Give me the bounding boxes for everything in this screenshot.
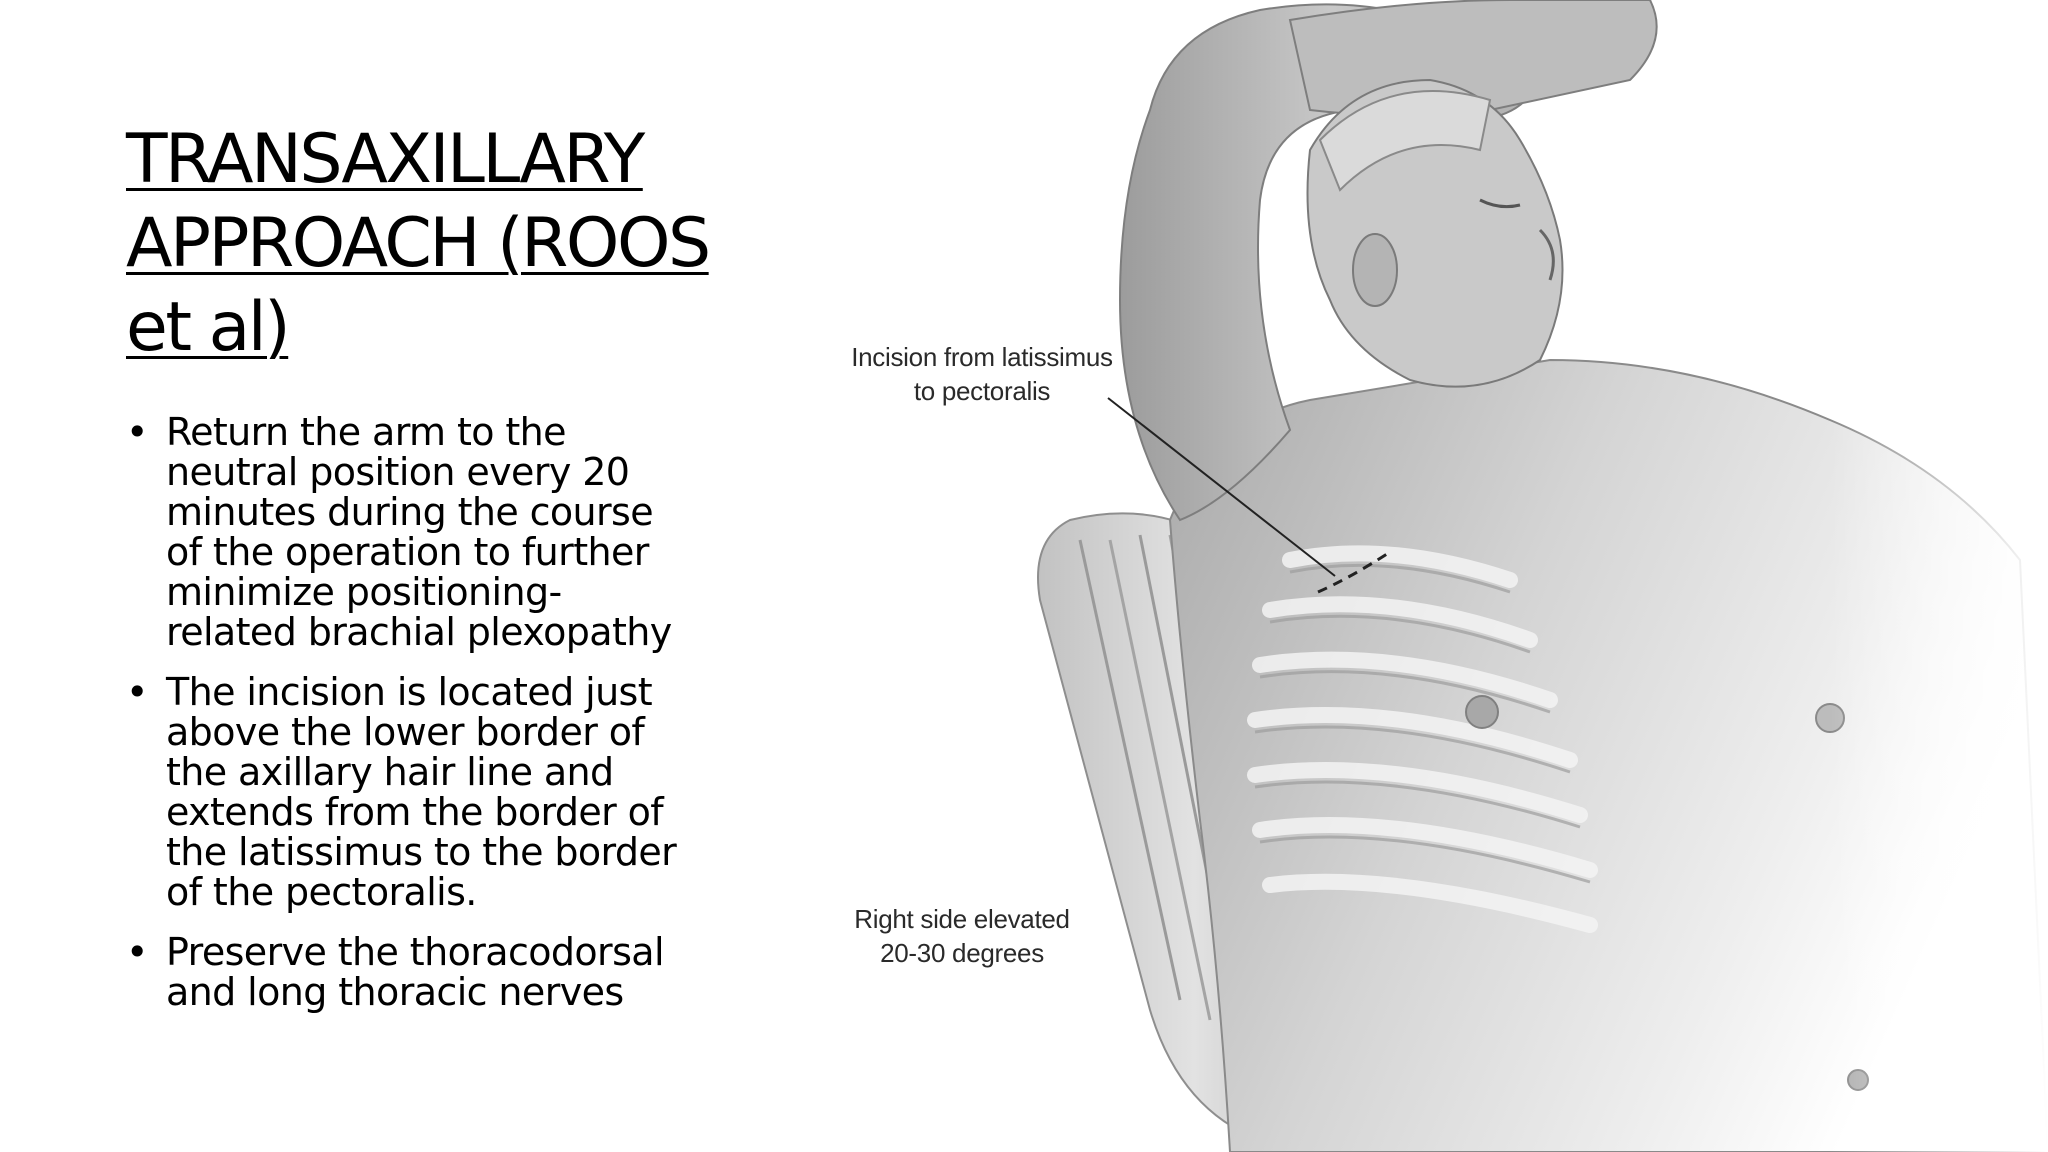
head bbox=[1308, 80, 1563, 387]
bullet-list bbox=[126, 412, 726, 1032]
bullet-line: related brachial plexopathy bbox=[166, 610, 672, 654]
bullet-line: neutral position every 20 bbox=[166, 450, 630, 494]
title-line: TRANSAXILLARY bbox=[126, 120, 643, 199]
callout-line: Right side elevated bbox=[854, 904, 1070, 934]
title-line: APPROACH (ROOS bbox=[126, 204, 709, 283]
bullet-line: of the pectoralis. bbox=[166, 870, 477, 914]
bullet-line: the axillary hair line and bbox=[166, 750, 614, 794]
bullet-dot: • bbox=[126, 930, 148, 974]
elevation-callout bbox=[812, 902, 1112, 970]
title-line: et al) bbox=[126, 288, 289, 367]
bullet-line: of the operation to further bbox=[166, 530, 649, 574]
bullet-line: Preserve the thoracodorsal bbox=[166, 930, 664, 974]
bullet-item bbox=[126, 672, 726, 912]
anatomy-illustration bbox=[790, 0, 2048, 1152]
bullet-item bbox=[126, 412, 726, 652]
bullet-line: minimize positioning- bbox=[166, 570, 562, 614]
bullet-line: above the lower border of bbox=[166, 710, 645, 754]
bullet-line: Return the arm to the bbox=[166, 410, 566, 454]
slide-title bbox=[126, 118, 726, 370]
bullet-dot: • bbox=[126, 670, 148, 714]
bullet-line: the latissimus to the border bbox=[166, 830, 677, 874]
bullet-line: The incision is located just bbox=[166, 670, 653, 714]
bullet-line: extends from the border of bbox=[166, 790, 664, 834]
bullet-line: minutes during the course bbox=[166, 490, 654, 534]
bullet-dot: • bbox=[126, 410, 148, 454]
callout-line: 20-30 degrees bbox=[880, 938, 1044, 968]
bullet-item bbox=[126, 932, 726, 1012]
callout-line: Incision from latissimus bbox=[851, 342, 1113, 372]
bullet-line: and long thoracic nerves bbox=[166, 970, 624, 1014]
nipple-left bbox=[1466, 696, 1498, 728]
callout-line: to pectoralis bbox=[913, 376, 1051, 406]
incision-callout bbox=[822, 340, 1142, 408]
